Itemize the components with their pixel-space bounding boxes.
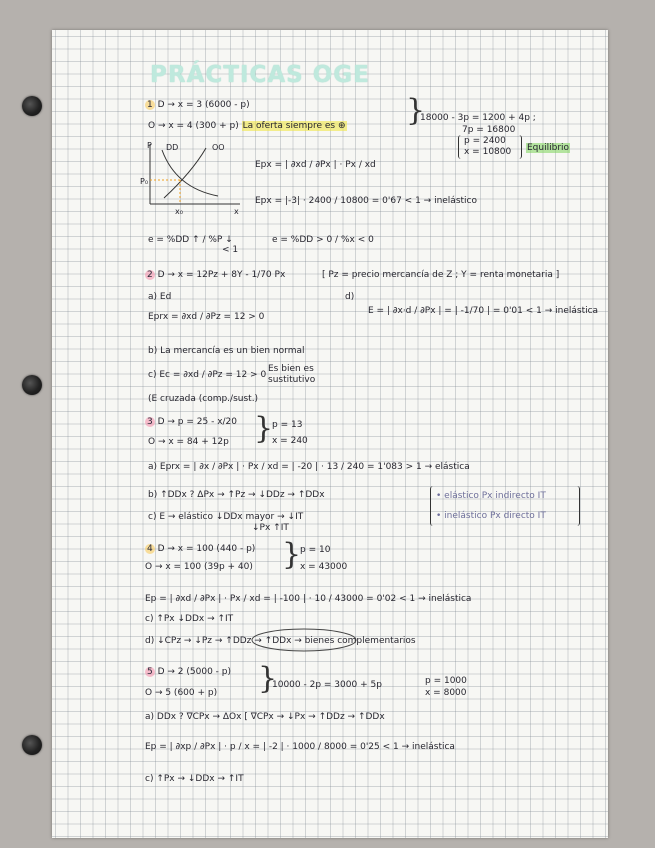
graph-x-label: x: [234, 207, 239, 216]
ex5-ep: Ep = | ∂xp / ∂Px | · p / x = | -2 | · 1000 / 8000 = 0'25 < 1 → inelástica: [145, 742, 455, 752]
ex2-b: b) La mercancía es un bien normal: [148, 346, 305, 356]
ex1-epx-calc: Epx = |-3| · 2400 / 10800 = 0'67 < 1 → inelástico: [255, 196, 477, 206]
ex1-e1-cond: < 1: [222, 245, 239, 255]
ex1-epx-formula: Epx = | ∂xd / ∂Px | · Px / xd: [255, 160, 376, 170]
ex3-c: c) E → elástico ↓DDx mayor → ↓IT: [148, 512, 304, 522]
ex5-a: a) DDx ? ∇CPx → ΔOx [ ∇CPx → ↓Px → ↑DDz → ↑DDx: [145, 712, 385, 722]
ex5-eq: 10000 - 2p = 3000 + 5p: [272, 680, 382, 690]
ex1-x: x = 10800: [464, 147, 512, 157]
ex4-demand: 4 D → x = 100 (440 - p): [147, 544, 256, 554]
graph-oo-label: OO: [212, 143, 225, 152]
ex1-e2: e = %DD > 0 / %x < 0: [272, 235, 374, 245]
ex4-offer: O → x = 100 (39p + 40): [145, 562, 253, 572]
ex3-x: x = 240: [272, 436, 308, 446]
ex4-p: p = 10: [300, 545, 331, 555]
ex3-number: 3: [147, 417, 153, 427]
ex5-offer: O → 5 (600 + p): [145, 688, 218, 698]
ex2-d: d): [345, 292, 355, 302]
brace: }: [258, 661, 278, 696]
ex3-box1: • elástico Px indirecto IT: [436, 491, 546, 501]
graph-x0-label: x₀: [175, 207, 183, 216]
binder-hole: [22, 375, 42, 395]
ex2-d-formula: E = | ∂x·d / ∂Px | = | -1/70 | = 0'01 < 1 → inelástica: [368, 306, 599, 316]
ex3-p: p = 13: [272, 420, 303, 430]
ex4-c: c) ↑Px ↓DDx → ↑IT: [145, 614, 234, 624]
ex1-number: 1: [147, 100, 153, 110]
equilibrio-label: Equilibrio: [527, 143, 570, 153]
ex3-a: a) Eprx = | ∂x / ∂Px | · Px / xd = | -20 | · 13 / 240 = 1'083 > 1 → elástica: [148, 462, 470, 472]
ex3-box2: • inelástico Px directo IT: [436, 511, 546, 521]
ex1-offer-note: La oferta siempre es ⊕: [242, 121, 346, 131]
binder-hole: [22, 96, 42, 116]
ex2-c-note2: sustitutivo: [268, 375, 316, 385]
ex2-a: a) Ed: [148, 292, 172, 302]
circled-annotation: [250, 626, 360, 654]
ex3-b: b) ↑DDx ? ΔPx → ↑Pz → ↓DDz → ↑DDx: [148, 490, 325, 500]
ex4-x: x = 43000: [300, 562, 348, 572]
brace: }: [254, 411, 274, 446]
ex5-c: c) ↑Px → ↓DDx → ↑IT: [145, 774, 244, 784]
ex1-eq1: 18000 - 3p = 1200 + 4p ;: [420, 113, 536, 123]
ex4-number: 4: [147, 544, 153, 554]
graph-p0-label: P₀: [140, 177, 149, 186]
ex2-c-foot: (E cruzada (comp./sust.): [148, 394, 259, 404]
ex5-number: 5: [147, 667, 153, 677]
ex2-note: [ Pz = precio mercancía de Z ; Y = renta monetaria ]: [322, 270, 560, 280]
ex3-c2: ↓Px ↑IT: [252, 523, 289, 533]
ex5-p: p = 1000: [425, 676, 467, 686]
ex3-demand: 3 D → p = 25 - x/20: [147, 417, 238, 427]
binder-hole: [22, 735, 42, 755]
ex3-offer: O → x = 84 + 12p: [148, 437, 229, 447]
ex1-offer: O → x = 4 (300 + p) La oferta siempre es ⊕: [148, 121, 346, 131]
graph-dd-label: DD: [166, 143, 179, 152]
ex1-e1: e = %DD ↑ / %P ↓: [148, 235, 233, 245]
brace: }: [406, 93, 426, 128]
ex1-demand: 1 D → x = 3 (6000 - p): [147, 100, 250, 110]
ex2-c: c) Ec = ∂xd / ∂Pz = 12 > 0: [148, 370, 267, 380]
page-title: PRÁCTICAS OGE: [150, 62, 370, 88]
ex4-ep: Ep = | ∂xd / ∂Px | · Px / xd = | -100 | · 10 / 43000 = 0'02 < 1 → inelástica: [145, 594, 472, 604]
ex1-eq2: 7p = 16800: [462, 125, 516, 135]
ex5-demand: 5 D → 2 (5000 - p): [147, 667, 231, 677]
ex4-d: d) ↓CPz → ↓Pz → ↑DDz → ↑DDx → bienes complementarios: [145, 636, 416, 646]
ex2-demand: 2 D → x = 12Pz + 8Y - 1/70 Px: [147, 270, 286, 280]
ex2-number: 2: [147, 270, 153, 280]
ex2-c-note1: Es bien es: [268, 364, 314, 374]
brace: }: [282, 537, 302, 572]
graph-p-label: P: [147, 141, 152, 150]
ex5-x: x = 8000: [425, 688, 467, 698]
ex1-p: p = 2400: [464, 136, 506, 146]
ex2-a-formula: Eprx = ∂xd / ∂Pz = 12 > 0: [148, 312, 265, 322]
